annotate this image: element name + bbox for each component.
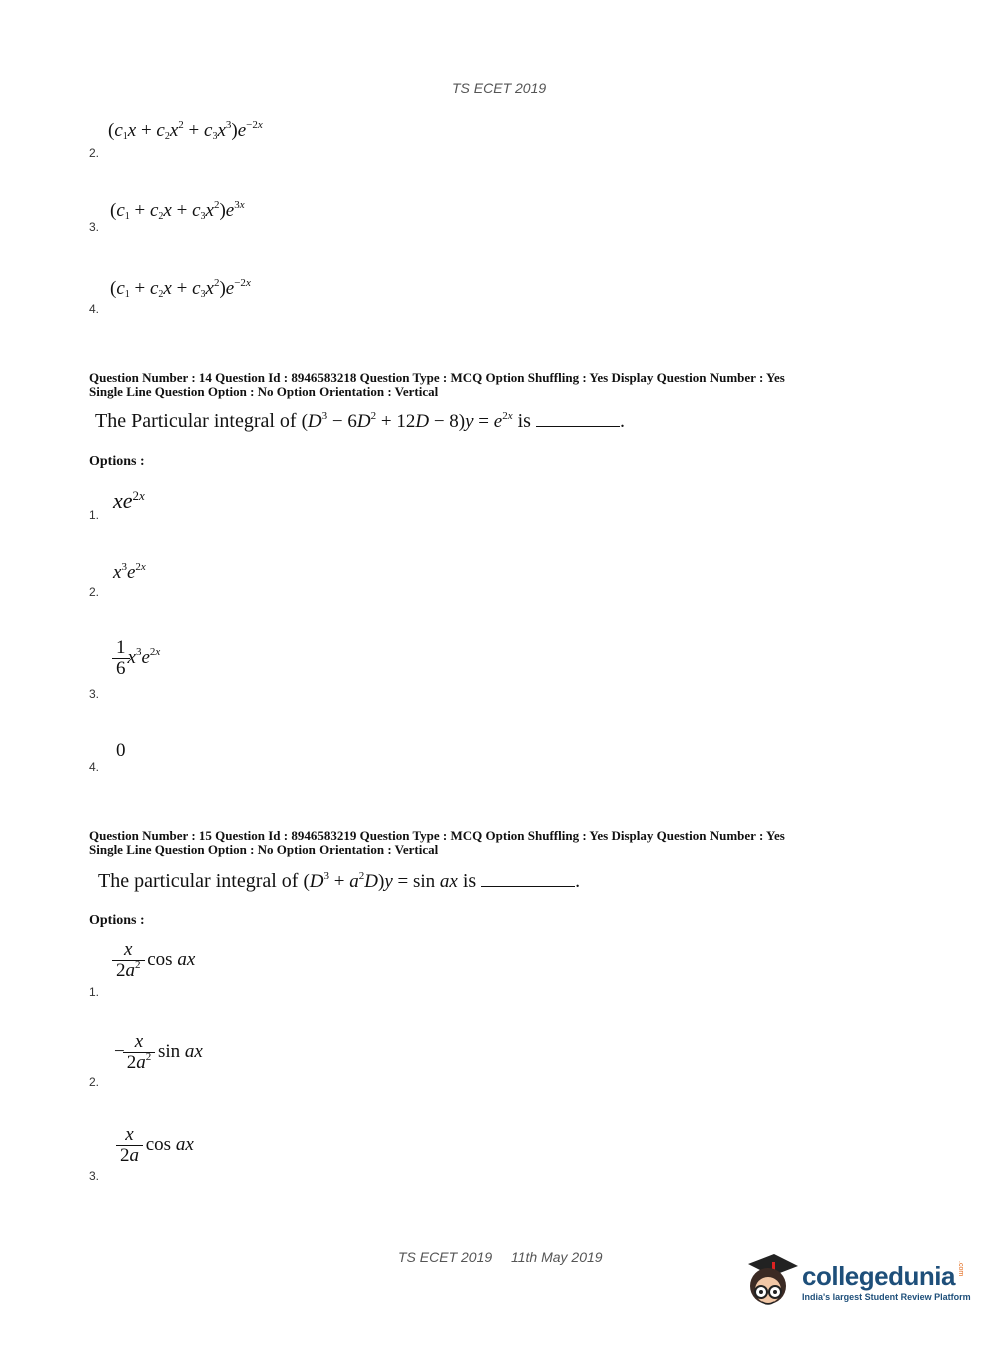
options-label: Options : (89, 454, 145, 469)
footer-date: 11th May 2019 (511, 1249, 603, 1265)
option-number: 2. (89, 1075, 100, 1089)
question-text: The particular integral of $(D^3 + a^2D)y = \sin$ ax is . (98, 870, 581, 892)
logo-com: .com (956, 1260, 964, 1276)
option-expression: $\frac{1}{6}$ $x^3e^{2x}$ (114, 638, 160, 679)
option-number: 4. (89, 760, 100, 774)
option-number: 2. (89, 585, 100, 599)
option-number: 3. (89, 220, 100, 234)
footer-exam: TS ECET 2019 (398, 1249, 493, 1265)
option-number: 4. (89, 302, 100, 316)
question-meta: Question Number : 14 Question Id : 8946583218 Question Type : MCQ Option Shuffling : Yes Display Question Number : Yes (89, 370, 785, 385)
question-meta: Single Line Question Option : No Option Orientation : Vertical (89, 384, 439, 399)
question-equation: $(D^3 - 6D^2 + 12D - 8)y = e^{2x}$ (301, 410, 513, 432)
option-expression: $\frac{x}{2a^2}$ cos ax (114, 940, 195, 981)
collegedunia-logo (742, 1250, 971, 1312)
option-number: 1. (89, 508, 100, 522)
logo-tagline: India's largest Student Review Platform (802, 1291, 971, 1302)
answer-blank (536, 426, 620, 427)
option-expression: $\frac{x}{2a}$ cos ax (118, 1125, 194, 1166)
option-expression: $(c_1 + c_2x + c_3x^2)e^{3x}$ (110, 199, 245, 222)
question-prefix: The particular integral of (98, 870, 299, 892)
option-number: 1. (89, 985, 100, 999)
question-prefix: The Particular integral of (95, 410, 297, 432)
question-equation: $(D^3 + a^2D)y = \sin$ ax (303, 870, 458, 892)
option-expression: $x^3e^{2x}$ (113, 561, 146, 583)
logo-name: collegedunia (802, 1260, 955, 1291)
answer-blank (481, 886, 575, 887)
question-meta: Question Number : 15 Question Id : 8946583219 Question Type : MCQ Option Shuffling : Yes Display Question Number : Yes (89, 828, 785, 843)
option-number: 3. (89, 1169, 100, 1183)
question-text: The Particular integral of $(D^3 - 6D^2 + 12D - 8)y = e^{2x}$ is . (95, 410, 625, 432)
option-expression: $xe^{2x}$ (113, 488, 145, 513)
option-number: 3. (89, 687, 100, 701)
question-meta: Single Line Question Option : No Option Orientation : Vertical (89, 842, 439, 857)
logo-mascot-icon (742, 1250, 800, 1312)
option-expression: $(c_1x + c_2x^2 + c_3x^3)e^{-2x}$ (108, 119, 263, 142)
question-suffix: is (517, 410, 531, 432)
logo-text (802, 1261, 971, 1302)
option-number: 2. (89, 146, 100, 160)
option-expression: $(c_1 + c_2x + c_3x^2)e^{-2x}$ (110, 277, 251, 300)
option-expression: 0 (116, 740, 126, 761)
option-expression: − $\frac{x}{2a^2}$ sin ax (114, 1031, 203, 1073)
question-suffix: is (462, 870, 477, 892)
page-header: TS ECET 2019 (452, 80, 547, 96)
options-label: Options : (89, 913, 145, 928)
